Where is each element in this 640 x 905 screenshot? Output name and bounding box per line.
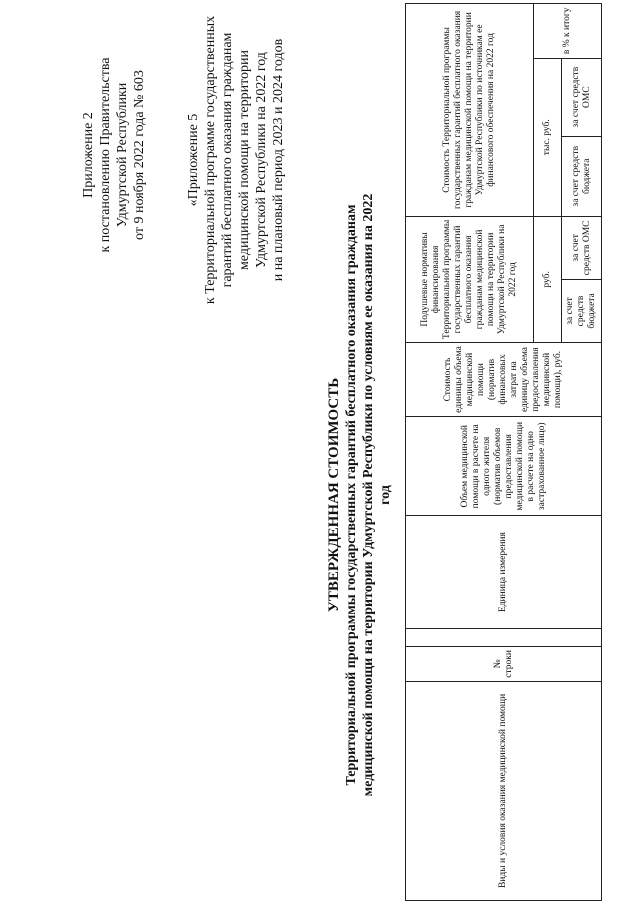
title-main: УТВЕРЖДЕННАЯ СТОИМОСТЬ <box>326 377 342 613</box>
header-unit: Единица измерения <box>406 516 602 628</box>
annex-line: Удмуртской Республики на 2022 год <box>254 52 269 268</box>
header-volume: Объем медицинской помощи в расчете на одного жителя (норматив объемов предоставления медицинской помощи в расчете на одно застрахованное лицо) <box>406 417 602 516</box>
document-title <box>325 185 394 805</box>
header-budget: за счет средств бюджета <box>562 136 602 216</box>
header-types: Виды и условия оказания медицинской помощи <box>406 681 602 900</box>
title-subtitle: медицинской помощи на территории Удмуртской Республики по условиям ее оказания на 2022 год <box>361 193 393 797</box>
annex-line: медицинской помощи на территории <box>237 49 252 271</box>
annex-line: и на плановый период 2023 и 2024 годов <box>271 38 286 282</box>
annex-line: «Приложение 5 <box>186 113 201 207</box>
header-percent: в % к итогу <box>534 4 602 59</box>
appendix-line: от 9 ноября 2022 года № 603 <box>132 70 147 240</box>
header-oms: за счет средств ОМС <box>562 58 602 136</box>
appendix-line: к постановлению Правительства <box>98 57 113 253</box>
header-per-capita: Подушевые нормативы финансирования Территориальной программы государственных гарантий бесплатного оказания гражданам медицинской помощи на территории Удмуртской Республики на 2022 год <box>406 216 534 342</box>
header-rub: руб. <box>534 216 562 342</box>
title-subtitle: Территориальной программы государственных гарантий бесплатного оказания гражданам <box>344 204 359 786</box>
appendix-line: Удмуртской Республики <box>115 82 130 228</box>
annex-line: к Территориальной программе государственных <box>203 15 218 305</box>
header-unit-cost: Стоимость единицы объема медицинской помощи (норматив финансовых затрат на единицу объема предоставления медицинской помощи), руб. <box>406 342 602 416</box>
table-header-row <box>406 4 534 901</box>
annex-header <box>185 15 287 305</box>
header-spacer <box>406 628 602 646</box>
header-oms: за счет средств ОМС <box>562 216 602 279</box>
annex-line: гарантий бесплатного оказания гражданам <box>220 32 235 288</box>
header-thousand-rub: тыс. руб. <box>534 58 562 216</box>
appendix-header <box>80 15 148 295</box>
header-budget: за счет средств бюджета <box>562 279 602 342</box>
header-program-cost: Стоимость Территориальной программы государственных гарантий бесплатного оказания гражданам медицинской помощи на территории Удмуртской Республики по источникам ее финансового обеспечения на 2022 год <box>406 4 534 217</box>
appendix-line: Приложение 2 <box>81 112 96 198</box>
header-row-number: № строки <box>406 646 602 681</box>
cost-table <box>405 3 602 901</box>
